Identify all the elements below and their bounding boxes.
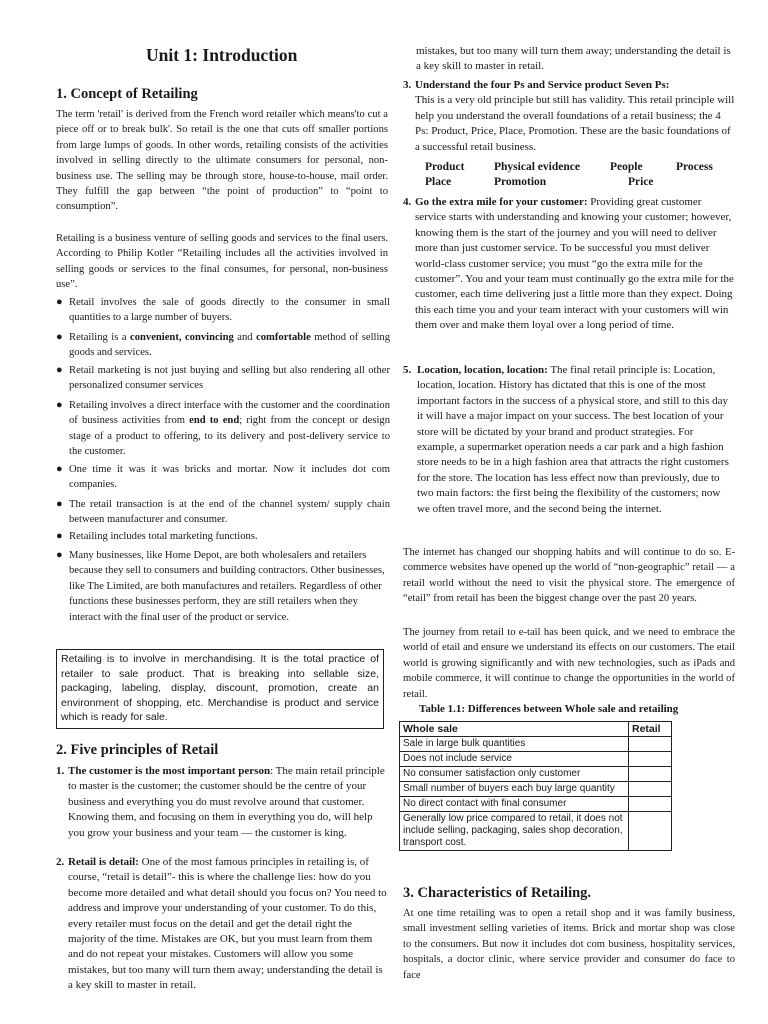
- principle-item: 2. Retail is detail: One of the most famous principles in retailing is, of course, “retail is detail”- this is where the challenge lies: how do you become more detailed and what detail should you focus on? You need to address and improve your understanding of your customer. To do this, every retailer must focus on the detail and get the detail right the majority of the time. Mistakes are OK, but you must learn from them and do not repeat your mistakes. Customers will allow you some mistakes, but too many will turn them away; understanding the detail is a key skill to master in retail.: [56, 856, 387, 992]
- principle-item: 3. Understand the four Ps and Service product Seven Ps: This is a very old principle but still has validity. This retail principle will help you understand the overall foundations of a retail business; the 4 Ps: Product, Price, Place, Promotion. These are the basic foundations of a successful retail business.: [403, 79, 735, 153]
- bullet-item: ● The retail transaction is at the end of the channel system/ supply chain between manufacturer and consumer.: [56, 498, 390, 526]
- bullet-item: ● One time it was it was bricks and mortar. Now it includes dot com companies.: [56, 463, 390, 491]
- table-row: [400, 752, 672, 767]
- unit-title: Unit 1: Introduction: [146, 45, 298, 65]
- bullet-item: ● Many businesses, like Home Depot, are both wholesalers and retailers because they sell to consumers and building contractors. Other businesses, like The Limited, are both manufactures and retailers. Regardless of other functions these businesses perform, they are still retailers when they interact with the final user of the product or service.: [56, 549, 385, 623]
- table-row: [400, 737, 672, 752]
- bullet-item: ● Retailing includes total marketing functions.: [56, 530, 258, 542]
- table-cell: Does not include service: [400, 752, 629, 767]
- p-price: Price: [628, 176, 654, 188]
- table-cell: No direct contact with final consumer: [400, 797, 629, 812]
- table-cell: No consumer satisfaction only customer: [400, 767, 629, 782]
- p-product: Product: [425, 161, 465, 173]
- p-physical-evidence: Physical evidence: [494, 161, 580, 173]
- table-caption: Table 1.1: Differences between Whole sale and retailing: [419, 703, 679, 715]
- internet-para2: The journey from retail to e-tail has been quick, and we need to embrace the world of etail and ensure we understand its effects on our customers. The etail world is growing significantly and with new technologies, such as iPads and mobile commerce, it will continue to change the opportunities in the world of retail.: [403, 627, 735, 700]
- table-cell: Sale in large bulk quantities: [400, 737, 629, 752]
- table-header-cell: Whole sale: [400, 722, 629, 737]
- p-people: People: [610, 161, 643, 173]
- section2-heading: 2. Five principles of Retail: [56, 742, 219, 758]
- section3-heading: 3. Characteristics of Retailing.: [403, 885, 592, 901]
- table-cell: [629, 782, 672, 797]
- section1-para1: The term 'retail' is derived from the French word retailer which means'to cut a piece off or to break bulk'. So retail is the one that cuts off smaller portions from large lumps of goods. In other words, retailing consists of the activities involved in selling directly to the ultimate consumers for personal, non-business use. The selling may be through store, house-to-house, mail order. They fulfill the gap between “the point of production” to “point to consumption”.: [56, 109, 388, 213]
- table-cell: Small number of buyers each buy large quantity: [400, 782, 629, 797]
- principle-item: 5. Location, location, location: The final retail principle is: Location, location, location. History has dictated that this is one of the most important factors in the success of a physical store, and still to this day it will have a major impact on your success. The best location of your store will be dictated by your brand and product strategies. For example, a supermarket operation needs a car park and a high fashion store needs to be in a high fashion area that attracts the right customers for the store. The location has less effect now than previously, due to two main factors: the first being the flexibility of the customers; now we often travel more, and the second being the internet.: [403, 364, 729, 515]
- table-cell: [629, 767, 672, 782]
- internet-para1: The internet has changed our shopping habits and will continue to do so. E-commerce websites have opened up the world of “non-geographic” retail — a retail world without the need to visit the physical store. The emergence of “etail” from retail has been the biggest change over the past 20 years.: [403, 547, 735, 605]
- table-row: [400, 797, 672, 812]
- table-cell: [629, 752, 672, 767]
- bullet-item: ● Retailing is a convenient, convincing and comfortable method of selling goods and services.: [56, 331, 391, 359]
- section3-para: At one time retailing was to open a retail shop and it was family business, small investment selling varieties of items. Brick and mortar shop was close to the consumers. But now it includes dot com business, hospitality services, hospitals, a doctor clinic, where service provider and consumer do face to face: [403, 908, 735, 981]
- table-cell: [629, 812, 672, 851]
- table-row: [400, 782, 672, 797]
- table-row: [400, 767, 672, 782]
- wholesale-retail-table: [399, 721, 672, 851]
- table-cell: [629, 797, 672, 812]
- principle-item: 1. The customer is the most important person: The main retail principle to master is the customer; the customer should be the centre of your business and everything you do must revolve around that customer. Knowing them, and focusing on them in everything you do, will help you grow your business and your team — the customer is king.: [56, 765, 385, 839]
- principle-item: 4. Go the extra mile for your customer: Providing great customer service starts with understanding and knowing your customer; however, knowing them is the start of the journey and you will need to deliver more than just customer service. To be successful you must deliver world-class customer service; you must “go the extra mile for the customer”. You and your team must continually go the extra mile for the customer, each time delivering just a little more than they expect. Doing this each time you and your team interact with your customers will win them over and make them loyal over a long period of time.: [403, 196, 734, 332]
- p-promotion: Promotion: [494, 176, 547, 188]
- section1-para2: Retailing is a business venture of selling goods and services to the final users. According to Philip Kotler “Retailing includes all the activities involved in selling goods or services to the final consumes, for personal, non-business use”.: [56, 233, 388, 291]
- principle2-continuation: mistakes, but too many will turn them away; understanding the detail is a key skill to master in retail.: [416, 45, 731, 73]
- table-header-row: [400, 722, 672, 737]
- table-row: [400, 812, 672, 851]
- section1-heading: 1. Concept of Retailing: [56, 86, 198, 102]
- bullet-item: ● Retailing involves a direct interface with the customer and the coordination of business activities from end to end; right from the concept or design stage of a product to offering, to its delivery and post-delivery service to the customer.: [56, 399, 390, 458]
- bullet-item: ● Retail involves the sale of goods directly to the consumer in small quantities to a large number of buyers.: [56, 296, 390, 324]
- bullet-item: ● Retail marketing is not just buying and selling but also rendering all other personalized consumer services: [56, 364, 390, 392]
- definition-box: [56, 649, 384, 729]
- table-cell: Generally low price compared to retail, it does not include selling, packaging, sales shop decoration, transport cost.: [400, 812, 629, 851]
- p-process: Process: [676, 161, 713, 173]
- table-header-cell: Retail: [629, 722, 672, 737]
- table-cell: [629, 737, 672, 752]
- p-place: Place: [425, 176, 452, 188]
- definition-text: Retailing is to involve in merchandising. It is the total practice of retailer to sale product. That is breaking into sellable size, packaging, labeling, display, discount, promotion, create an environment of shopping, etc. Merchandise is product and service which is ready for sale.: [61, 653, 379, 724]
